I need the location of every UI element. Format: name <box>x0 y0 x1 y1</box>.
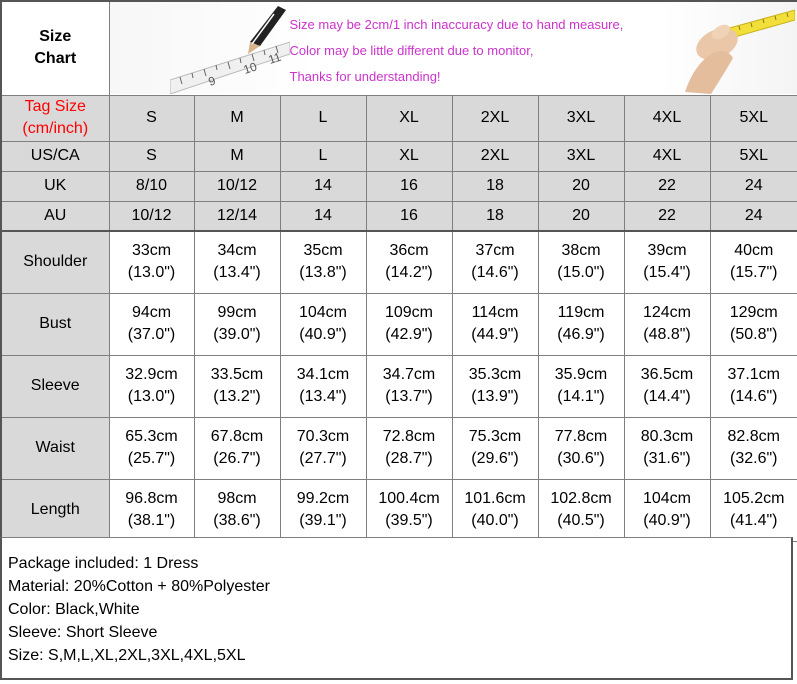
table-cell <box>280 293 366 355</box>
cm-value: 40cm <box>734 242 774 260</box>
row-label-us-ca: US/CA <box>1 141 109 171</box>
table-cell <box>538 417 624 479</box>
table-cell: 22 <box>624 171 710 201</box>
cm-value: 67.8cm <box>210 428 264 445</box>
cm-value: 94cm <box>131 304 172 321</box>
table-cell <box>194 293 280 355</box>
tag-size-cell: 3XL <box>538 95 624 141</box>
notice-line-2: Color may be little different due to monitor, <box>289 43 534 58</box>
row-label-au: AU <box>1 201 109 231</box>
cm-value: 124cm <box>642 304 692 321</box>
cm-value: 75.3cm <box>468 428 522 445</box>
tag-size-label-line-2: (cm/inch) <box>22 120 89 137</box>
inch-value: (40.5") <box>557 512 605 529</box>
row-label-length: Length <box>1 479 109 541</box>
table-cell <box>452 355 538 417</box>
table-cell <box>194 479 280 541</box>
inch-value: (15.0") <box>557 264 605 282</box>
inch-value: (13.4") <box>213 264 261 282</box>
cm-value: 33.5cm <box>210 366 264 383</box>
table-cell <box>366 293 452 355</box>
table-cell <box>538 355 624 417</box>
cm-value: 98cm <box>217 490 257 507</box>
cm-value: 82.8cm <box>727 428 780 445</box>
table-cell <box>366 417 452 479</box>
inch-value: (13.9") <box>471 388 519 405</box>
cm-value: 119cm <box>557 304 605 321</box>
table-cell <box>280 417 366 479</box>
table-cell <box>538 231 624 293</box>
cm-value: 99.2cm <box>296 490 350 507</box>
inch-value: (13.0") <box>127 388 176 405</box>
cm-value: 35.9cm <box>554 366 608 383</box>
notice-line-1: Size may be 2cm/1 inch inaccuracy due to hand measure, <box>289 17 624 32</box>
title-line-1: Size <box>39 28 72 46</box>
table-cell <box>109 231 194 293</box>
row-label-waist: Waist <box>1 417 109 479</box>
hand-tape-measure-icon <box>655 2 795 94</box>
table-cell: 18 <box>452 171 538 201</box>
table-cell: 24 <box>710 201 797 231</box>
cm-value: 65.3cm <box>125 428 178 445</box>
table-cell <box>710 293 797 355</box>
ruler-number-11: 11 <box>266 49 283 67</box>
table-cell: 8/10 <box>109 171 194 201</box>
cm-value: 32.9cm <box>125 366 178 383</box>
cm-value: 99cm <box>217 304 257 321</box>
inch-value: (13.8") <box>299 264 347 282</box>
table-cell <box>710 231 797 293</box>
table-cell <box>109 417 194 479</box>
cm-value: 39cm <box>647 242 687 260</box>
table-cell <box>710 479 797 541</box>
table-cell <box>194 231 280 293</box>
table-row <box>1 479 797 541</box>
info-package: Package included: 1 Dress <box>8 555 199 572</box>
cm-value: 34.7cm <box>382 366 436 383</box>
cm-value: 96.8cm <box>125 490 178 507</box>
inch-value: (38.1") <box>127 512 176 529</box>
inch-value: (14.2") <box>385 264 433 282</box>
inch-value: (44.9") <box>471 326 519 343</box>
table-row <box>1 355 797 417</box>
info-sizes: Size: S,M,L,XL,2XL,3XL,4XL,5XL <box>8 647 246 664</box>
table-row-au <box>1 201 797 231</box>
table-row <box>1 231 797 293</box>
table-cell <box>538 293 624 355</box>
tag-size-cell: 4XL <box>624 95 710 141</box>
cm-value: 129cm <box>729 304 778 321</box>
table-row-uk <box>1 171 797 201</box>
row-label-bust: Bust <box>1 293 109 355</box>
inch-value: (29.6") <box>471 450 519 467</box>
inch-value: (14.1") <box>557 388 605 405</box>
table-cell: 5XL <box>710 141 797 171</box>
cm-value: 35.3cm <box>468 366 522 383</box>
notice-banner <box>109 1 797 95</box>
cm-value: 114cm <box>471 304 519 321</box>
tag-size-cell: 2XL <box>452 95 538 141</box>
cm-value: 37cm <box>475 242 515 260</box>
table-cell <box>366 231 452 293</box>
inch-value: (13.2") <box>213 388 261 405</box>
inch-value: (38.6") <box>213 512 261 529</box>
row-label-uk: UK <box>1 171 109 201</box>
table-cell: XL <box>366 141 452 171</box>
cm-value: 105.2cm <box>723 490 785 507</box>
table-cell <box>280 231 366 293</box>
cm-value: 36.5cm <box>640 366 694 383</box>
inch-value: (30.6") <box>557 450 605 467</box>
inch-value: (15.7") <box>730 264 778 282</box>
table-cell <box>452 231 538 293</box>
table-cell <box>109 293 194 355</box>
table-cell: 22 <box>624 201 710 231</box>
table-cell <box>624 479 710 541</box>
table-cell <box>710 355 797 417</box>
table-row-us-ca <box>1 141 797 171</box>
inch-value: (50.8") <box>730 326 778 343</box>
cm-value: 70.3cm <box>296 428 350 445</box>
inch-value: (26.7") <box>213 450 261 467</box>
info-color: Color: Black,White <box>8 601 140 618</box>
table-cell <box>710 417 797 479</box>
table-cell: 4XL <box>624 141 710 171</box>
inch-value: (14.6") <box>471 264 519 282</box>
notice-text <box>290 12 624 90</box>
inch-value: (15.4") <box>643 264 691 282</box>
table-cell <box>452 417 538 479</box>
cm-value: 77.8cm <box>554 428 608 445</box>
inch-value: (13.4") <box>299 388 347 405</box>
table-cell: M <box>194 141 280 171</box>
inch-value: (48.8") <box>643 326 691 343</box>
inch-value: (41.4") <box>730 512 778 529</box>
tag-size-label-line-1: Tag Size <box>24 98 86 115</box>
cm-value: 34.1cm <box>296 366 350 383</box>
inch-value: (14.4") <box>643 388 691 405</box>
table-cell: 16 <box>366 171 452 201</box>
cm-value: 34cm <box>217 242 257 260</box>
table-cell <box>109 479 194 541</box>
tag-size-cell: M <box>194 95 280 141</box>
cm-value: 104cm <box>298 304 348 321</box>
table-cell <box>624 293 710 355</box>
info-material: Material: 20%Cotton + 80%Polyester <box>8 578 270 595</box>
inch-value: (40.0") <box>471 512 519 529</box>
inch-value: (40.9") <box>299 326 347 343</box>
inch-value: (39.0") <box>213 326 261 343</box>
inch-value: (14.6") <box>730 388 778 405</box>
inch-value: (13.7") <box>385 388 433 405</box>
table-cell: 2XL <box>452 141 538 171</box>
table-cell <box>366 479 452 541</box>
tag-size-label <box>1 95 109 141</box>
table-cell <box>452 479 538 541</box>
inch-value: (39.1") <box>299 512 347 529</box>
cm-value: 36cm <box>389 242 429 260</box>
table-cell: 24 <box>710 171 797 201</box>
row-label-sleeve: Sleeve <box>1 355 109 417</box>
table-cell: 10/12 <box>109 201 194 231</box>
table-cell: 14 <box>280 201 366 231</box>
measurement-rows <box>1 231 797 541</box>
table-row <box>1 293 797 355</box>
inch-value: (37.0") <box>127 326 176 343</box>
inch-value: (27.7") <box>299 450 347 467</box>
ruler-pencil-icon <box>170 2 290 94</box>
inch-value: (40.9") <box>643 512 691 529</box>
cm-value: 104cm <box>642 490 692 507</box>
table-cell <box>452 293 538 355</box>
inch-value: (31.6") <box>643 450 691 467</box>
table-cell <box>366 355 452 417</box>
cm-value: 101.6cm <box>464 490 526 507</box>
product-info <box>0 537 793 680</box>
table-cell: 18 <box>452 201 538 231</box>
cm-value: 109cm <box>384 304 434 321</box>
inch-value: (25.7") <box>127 450 176 467</box>
table-cell <box>538 479 624 541</box>
title-line-2: Chart <box>34 50 77 68</box>
tag-size-cell: 5XL <box>710 95 797 141</box>
table-cell: 14 <box>280 171 366 201</box>
table-cell: L <box>280 141 366 171</box>
table-cell <box>624 231 710 293</box>
table-cell <box>624 417 710 479</box>
inch-value: (28.7") <box>385 450 433 467</box>
notice-line-3: Thanks for understanding! <box>289 69 441 84</box>
cm-value: 80.3cm <box>640 428 694 445</box>
tag-size-cell: S <box>109 95 194 141</box>
cm-value: 33cm <box>131 242 172 260</box>
cm-value: 35cm <box>303 242 343 260</box>
cm-value: 38cm <box>561 242 601 260</box>
info-sleeve: Sleeve: Short Sleeve <box>8 624 158 641</box>
table-cell: 10/12 <box>194 171 280 201</box>
cm-value: 102.8cm <box>550 490 612 507</box>
cm-value: 37.1cm <box>727 366 780 383</box>
table-cell <box>280 355 366 417</box>
inch-value: (32.6") <box>730 450 778 467</box>
ruler-number-9: 9 <box>206 73 217 89</box>
table-cell: 16 <box>366 201 452 231</box>
table-cell: 20 <box>538 171 624 201</box>
cm-value: 72.8cm <box>382 428 436 445</box>
table-cell <box>280 479 366 541</box>
table-cell <box>194 417 280 479</box>
table-cell: 20 <box>538 201 624 231</box>
table-cell: 12/14 <box>194 201 280 231</box>
row-label-shoulder: Shoulder <box>1 231 109 293</box>
table-cell <box>194 355 280 417</box>
inch-value: (42.9") <box>385 326 433 343</box>
table-cell <box>624 355 710 417</box>
table-cell: 3XL <box>538 141 624 171</box>
table-cell: S <box>109 141 194 171</box>
tag-size-cell: XL <box>366 95 452 141</box>
inch-value: (46.9") <box>557 326 605 343</box>
ruler-number-10: 10 <box>241 59 259 77</box>
tag-size-cell: L <box>280 95 366 141</box>
table-row <box>1 417 797 479</box>
inch-value: (13.0") <box>127 264 176 282</box>
cm-value: 100.4cm <box>378 490 440 507</box>
inch-value: (39.5") <box>385 512 433 529</box>
table-cell <box>109 355 194 417</box>
size-chart-title <box>1 1 109 95</box>
